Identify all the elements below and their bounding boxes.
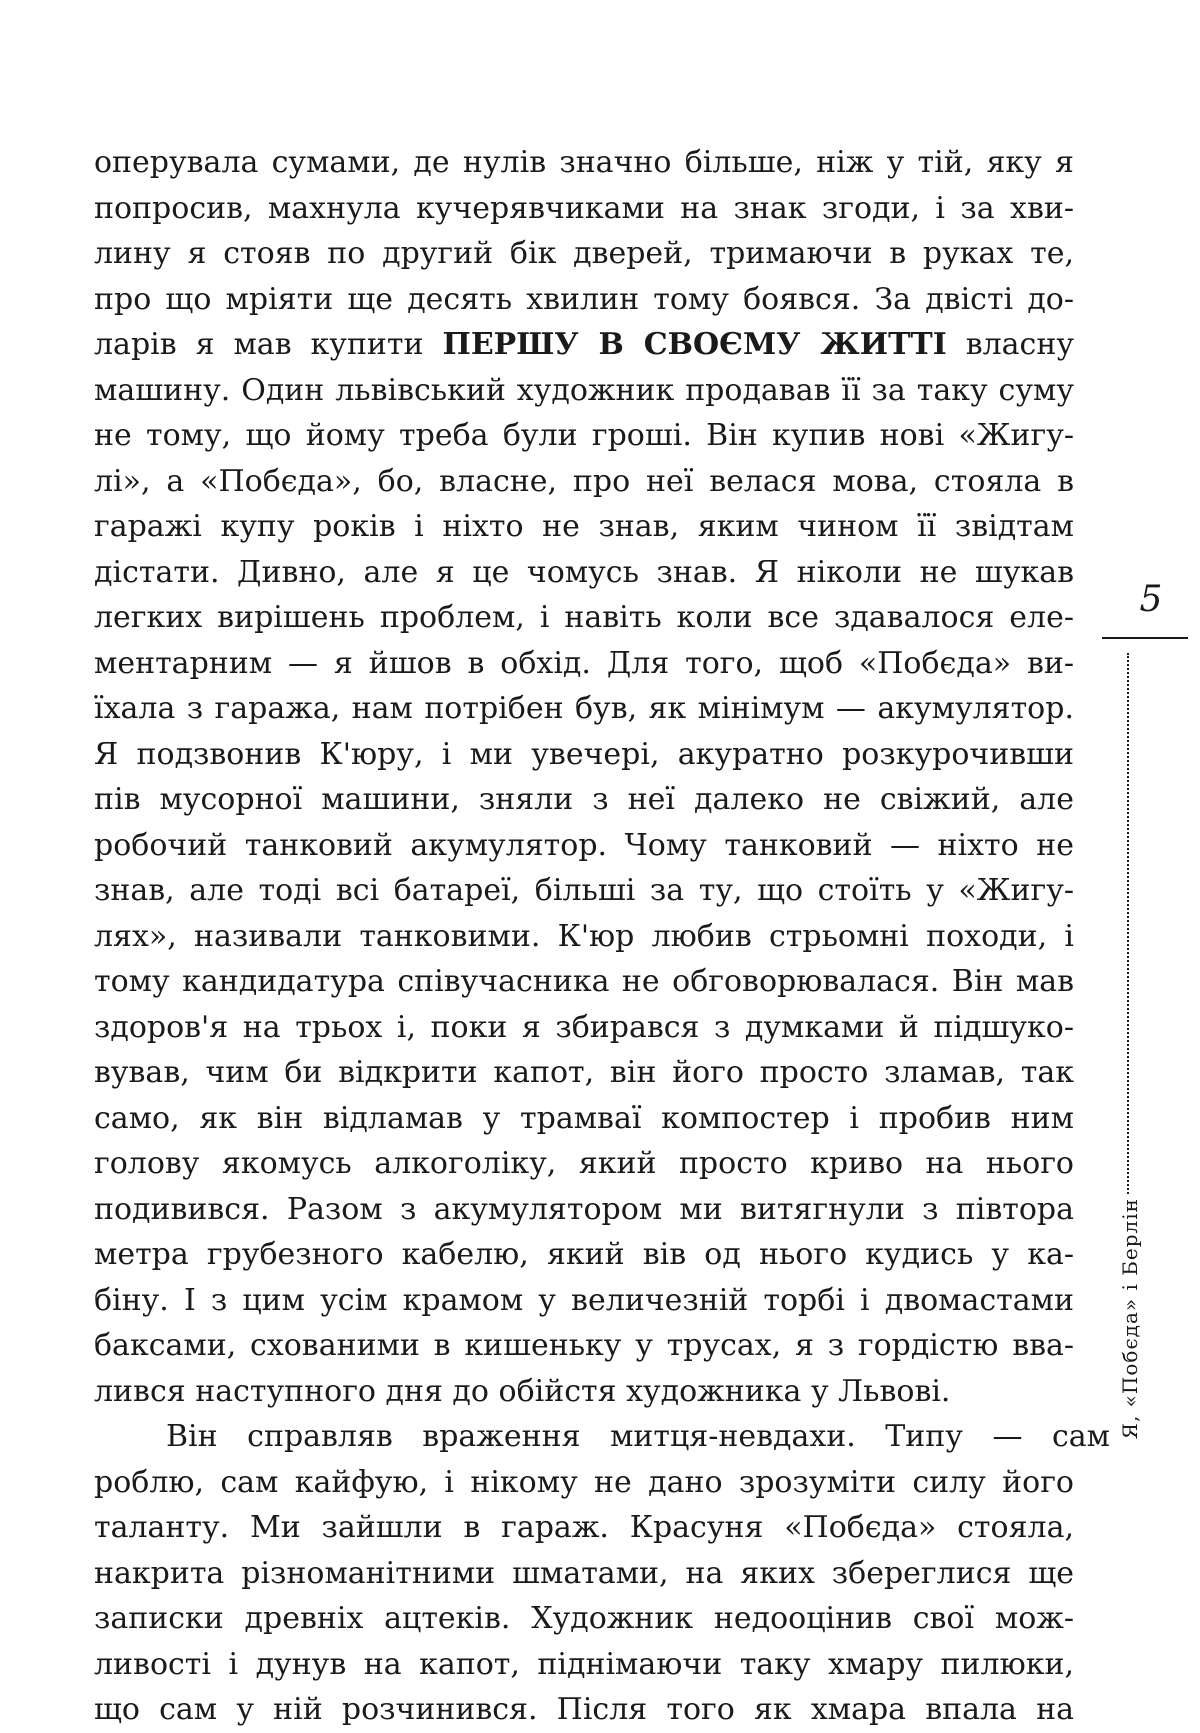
text-line [94,1460,1074,1506]
text-line-content: здоров'я на трьох і, поки я збирався з думками й підшуко- [94,1009,1074,1045]
text-line-content: дістати. Дивно, але я це чомусь знав. Я ніколи не шукав [94,554,1074,590]
text-line-content: Я подзвонив К'юру, і ми увечері, акуратно розкурочивши [94,736,1074,772]
text-line-content: знав, але тоді всі батареї, більші за ту, що стоїть у «Жигу- [94,873,1074,908]
text-line-content: тому кандидатура співучасника не обговорювалася. Він мав [94,964,1074,999]
text-line [94,1005,1074,1051]
text-line-content: лі», а «Побєда», бо, власне, про неї велася мова, стояла в [94,463,1074,499]
text-line [94,959,1074,1005]
text-line [94,1050,1074,1096]
text-line-content: про що мріяти ще десять хвилин тому боявся. За двісті до- [94,281,1074,317]
text-line [94,186,1074,232]
page-number: 5 [1139,579,1163,620]
text-line-content: таланту. Ми зайшли в гараж. Красуня «Побєда» стояла, [94,1510,1074,1545]
text-line [94,322,1074,368]
text-line-content: вував, чим би відкрити капот, він його просто зламав, так [94,1055,1074,1090]
text-line-content: записки древніх ацтеків. Художник недооцінив свої мож- [94,1601,1074,1636]
text-line-content: біну. І з цим усім крамом у величезній торбі і двомастами [94,1282,1074,1318]
text-line-content: гаражі купу років і ніхто не знав, яким чином її звідтам [94,509,1074,544]
text-line-content: ливості і дунув на капот, піднімаючи таку хмару пилюки, [94,1646,1074,1682]
text-line-content: лину я стояв по другий бік дверей, тримаючи в руках те, [94,236,1074,271]
text-line-content: ментарним — я йшов в обхід. Для того, щоб «Побєда» ви- [94,645,1074,681]
text-line-content: метра грубезного кабелю, який вів од нього кудись у ка- [94,1237,1074,1272]
running-head [1110,649,1150,1439]
text-line [94,277,1074,323]
text-line-content: їхала з гаража, нам потрібен був, як мінімум — акумулятор. [94,691,1074,726]
text-line-content: пів мусорної машини, зняли з неї далеко не свіжий, але [94,782,1074,817]
text-line [94,777,1074,823]
text-line [94,413,1074,459]
text-line-content: машину. Один львівський художник продавав її за таку суму [94,372,1074,408]
text-line-content: голову якомусь алкоголіку, який просто криво на нього [94,1146,1074,1181]
text-line [94,1369,1074,1415]
text-line-content: лях», називали танковими. К'юр любив стрьомні походи, і [94,918,1074,954]
text-line [94,641,1074,687]
body-text [94,140,1110,1733]
margin-rule [1102,637,1188,639]
text-line [94,1505,1074,1551]
text-line [94,1687,1074,1733]
text-line [94,823,1074,869]
text-fragment: ларів я мав купити [94,327,443,362]
text-line-content: накрита різноманітними шматами, на яких збереглися ще [94,1555,1074,1591]
text-line-content: лився наступного дня до обійстя художника у Львові. [94,1373,951,1409]
text-line [94,1096,1074,1142]
text-fragment: власну [946,327,1074,362]
text-line [94,868,1074,914]
text-line [94,732,1074,778]
text-line-content: не тому, що йому треба були гроші. Він купив нові «Жигу- [94,418,1074,453]
text-line [94,914,1074,960]
text-line [94,1551,1074,1597]
text-line [94,1642,1074,1688]
text-line-content: Він справляв враження митця-невдахи. Типу — сам [166,1419,1110,1454]
text-line [94,1187,1074,1233]
text-line [94,1141,1074,1187]
text-line-content: баксами, схованими в кишеньку у трусах, я з гордістю вва- [94,1328,1074,1363]
text-line-content [94,322,1074,368]
text-line [94,686,1074,732]
text-line-content: подивився. Разом з акумулятором ми витягнули з півтора [94,1191,1074,1227]
text-line [94,550,1074,596]
text-line [94,140,1074,186]
text-line [94,1278,1074,1324]
text-line [94,1596,1074,1642]
text-line [94,459,1074,505]
text-line-content: легких вирішень проблем, і навіть коли все здавалося еле- [94,600,1074,635]
running-head-title: Я, «Побєда» і Берлін [1118,1197,1142,1439]
text-line [94,1414,1110,1460]
emphasized-text: ПЕРШУ В СВОЄМУ ЖИТТІ [442,327,947,362]
text-line-content: попросив, махнула кучерявчиками на знак згоди, і за хви- [94,190,1074,226]
text-line [94,504,1074,550]
text-line [94,368,1074,414]
running-head-leader [1127,653,1129,1194]
text-line-content: оперувала сумами, де нулів значно більше, ніж у тій, яку я [94,145,1074,180]
text-line [94,231,1074,277]
text-line-content: що сам у ній розчинився. Після того як хмара впала на [94,1692,1074,1727]
text-line [94,595,1074,641]
text-line [94,1232,1074,1278]
text-line [94,1323,1074,1369]
text-line-content: роблю, сам кайфую, і нікому не дано зрозуміти силу його [94,1464,1074,1500]
text-line-content: робочий танковий акумулятор. Чому танковий — ніхто не [94,827,1074,863]
text-line-content: само, як він відламав у трамваї компостер і пробив ним [94,1100,1074,1136]
